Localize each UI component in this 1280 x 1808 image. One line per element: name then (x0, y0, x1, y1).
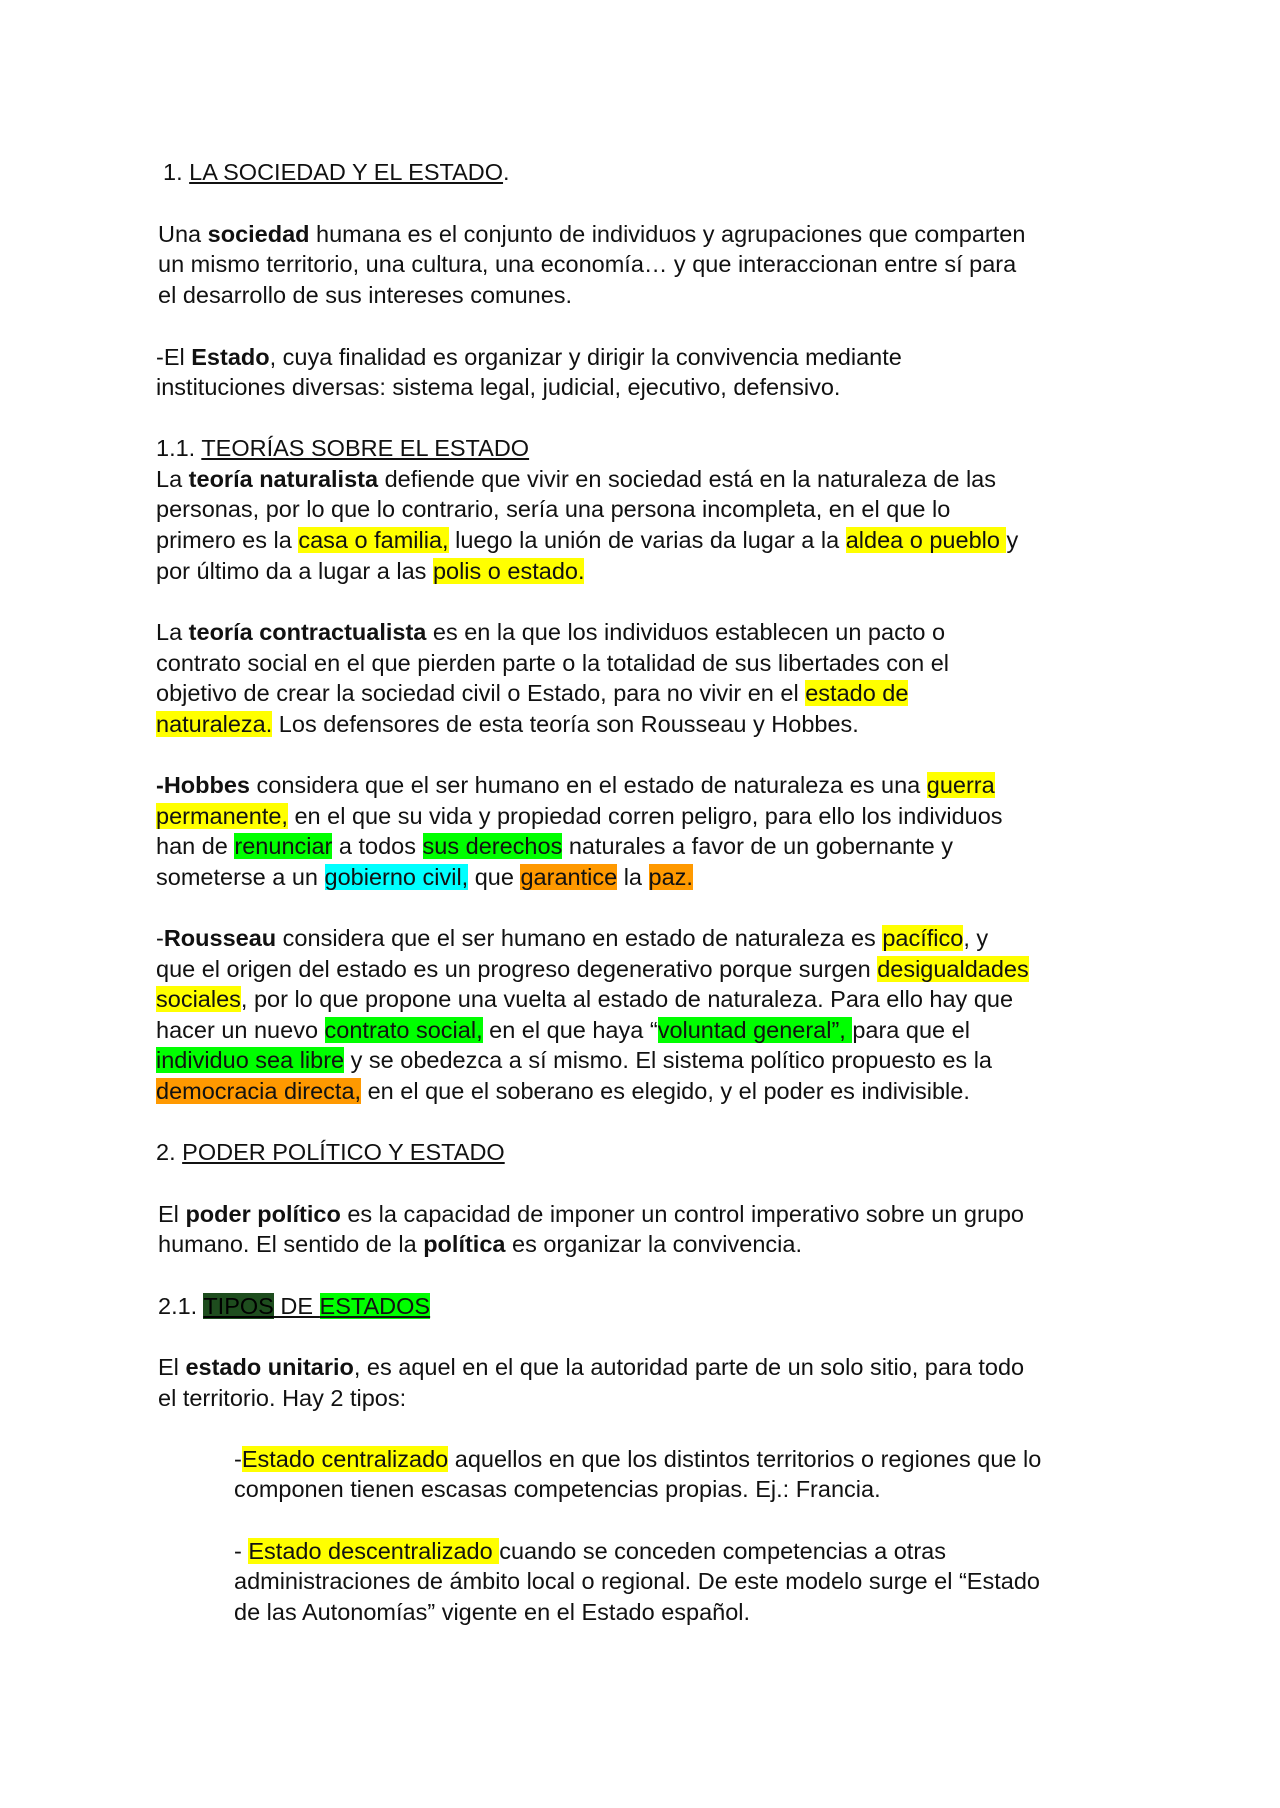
paragraph-line: el desarrollo de sus intereses comunes. (158, 282, 573, 308)
highlight-yellow: pacífico (882, 925, 964, 951)
bold-term: estado unitario (185, 1354, 354, 1380)
paragraph-line: el territorio. Hay 2 tipos: (158, 1385, 407, 1411)
highlight-yellow: guerra (926, 772, 995, 798)
paragraph-line: -Rousseau considera que el ser humano en estado de naturaleza es pacífico, y (156, 925, 989, 951)
paragraph-line: primero es la casa o familia, luego la unión de varias da lugar a la aldea o pueblo y (156, 527, 1019, 553)
bold-term: teoría contractualista (188, 619, 427, 645)
bold-term: sociedad (207, 221, 310, 247)
section-2-1-heading (158, 1291, 430, 1321)
highlight-orange: democracia directa, (156, 1078, 362, 1104)
section-1-1-heading (156, 433, 529, 463)
highlight-orange: garantice (520, 864, 618, 890)
highlight-green: sus derechos (422, 833, 563, 859)
indented-line: de las Autonomías” vigente en el Estado español. (234, 1599, 751, 1625)
paragraph-line: La teoría contractualista es en la que los individuos establecen un pacto o (156, 619, 946, 645)
highlight-yellow: desigualdades (877, 956, 1029, 982)
highlight-yellow: Estado descentralizado (248, 1538, 500, 1564)
paragraph-line: permanente, en el que su vida y propiedad corren peligro, para ello los individuos (156, 803, 1003, 829)
paragraph-line: La teoría naturalista defiende que vivir en sociedad está en la naturaleza de las (156, 466, 996, 492)
indented-line: -Estado centralizado aquellos en que los distintos territorios o regiones que lo (234, 1446, 1042, 1472)
highlight-orange: paz. (648, 864, 693, 890)
section-number: 1. (163, 159, 183, 185)
section-number: 1.1. (156, 435, 202, 461)
highlight-yellow: naturaleza. (156, 711, 273, 737)
bold-term: -Hobbes (156, 772, 250, 798)
bold-term: política (423, 1231, 506, 1257)
paragraph-line: naturaleza. Los defensores de esta teoría son Rousseau y Hobbes. (156, 711, 859, 737)
paragraph-line: individuo sea libre y se obedezca a sí mismo. El sistema político propuesto es la (156, 1047, 992, 1073)
paragraph-line: Una sociedad humana es el conjunto de individuos y agrupaciones que comparten (158, 221, 1026, 247)
indented-line: - Estado descentralizado cuando se conceden competencias a otras (234, 1538, 946, 1564)
section-number: 2.1. (158, 1293, 204, 1319)
highlight-yellow: Estado centralizado (241, 1446, 449, 1472)
paragraph-line: un mismo territorio, una cultura, una economía… y que interaccionan entre sí para (158, 251, 1017, 277)
highlight-green: voluntad general”, (657, 1017, 853, 1043)
paragraph-line: someterse a un gobierno civil, que garantice la paz. (156, 864, 693, 890)
highlight-green: ESTADOS (319, 1293, 431, 1319)
indented-line: componen tienen escasas competencias propias. Ej.: Francia. (234, 1476, 881, 1502)
highlight-cyan: gobierno civil, (324, 864, 469, 890)
paragraph-line: -El Estado, cuya finalidad es organizar y dirigir la convivencia mediante (156, 344, 902, 370)
bold-term: Estado (191, 344, 270, 370)
paragraph-line: democracia directa, en el que el soberano es elegido, y el poder es indivisible. (156, 1078, 970, 1104)
highlight-dark-green: TIPOS (203, 1293, 274, 1319)
highlight-green: individuo sea libre (156, 1047, 345, 1073)
highlight-green: contrato social, (324, 1017, 483, 1043)
bold-term: Rousseau (163, 925, 277, 951)
highlight-green: renunciar (234, 833, 333, 859)
indented-line: administraciones de ámbito local o regional. De este modelo surge el “Estado (234, 1568, 1040, 1594)
paragraph-line: humano. El sentido de la política es organizar la convivencia. (158, 1231, 802, 1257)
section-title: PODER POLÍTICO Y ESTADO (182, 1139, 505, 1165)
paragraph-line: hacer un nuevo contrato social, en el que haya “voluntad general”, para que el (156, 1017, 970, 1043)
paragraph-line: sociales, por lo que propone una vuelta al estado de naturaleza. Para ello hay que (156, 986, 1014, 1012)
section-1-heading (163, 157, 510, 187)
highlight-yellow: aldea o pueblo (845, 527, 1007, 553)
paragraph-line: El estado unitario, es aquel en el que la autoridad parte de un solo sitio, para todo (158, 1354, 1025, 1380)
paragraph-line: que el origen del estado es un progreso degenerativo porque surgen desigualdades (156, 956, 1029, 982)
section-number: 2. (156, 1139, 183, 1165)
highlight-yellow: permanente, (156, 803, 288, 829)
highlight-yellow: casa o familia, (298, 527, 449, 553)
section-2-heading (156, 1137, 505, 1167)
paragraph-line: objetivo de crear la sociedad civil o Estado, para no vivir en el estado de (156, 680, 909, 706)
section-title: LA SOCIEDAD Y EL ESTADO (189, 159, 504, 185)
paragraph-line: instituciones diversas: sistema legal, judicial, ejecutivo, defensivo. (156, 374, 841, 400)
paragraph-line: personas, por lo que lo contrario, sería una persona incompleta, en el que lo (156, 496, 951, 522)
highlight-yellow: polis o estado. (432, 558, 585, 584)
bold-term: teoría naturalista (188, 466, 379, 492)
paragraph-line: El poder político es la capacidad de imponer un control imperativo sobre un grupo (158, 1201, 1025, 1227)
paragraph-line: contrato social en el que pierden parte o la totalidad de sus libertades con el (156, 650, 949, 676)
section-title: DE (273, 1293, 320, 1319)
paragraph-line: han de renunciar a todos sus derechos naturales a favor de un gobernante y (156, 833, 953, 859)
section-title: TEORÍAS SOBRE EL ESTADO (201, 435, 530, 461)
section-punct: . (503, 159, 510, 185)
paragraph-line: -Hobbes considera que el ser humano en el estado de naturaleza es una guerra (156, 772, 995, 798)
highlight-yellow: sociales (156, 986, 241, 1012)
bold-term: poder político (185, 1201, 341, 1227)
highlight-yellow: estado de (805, 680, 909, 706)
paragraph-line: por último da a lugar a las polis o estado. (156, 558, 585, 584)
